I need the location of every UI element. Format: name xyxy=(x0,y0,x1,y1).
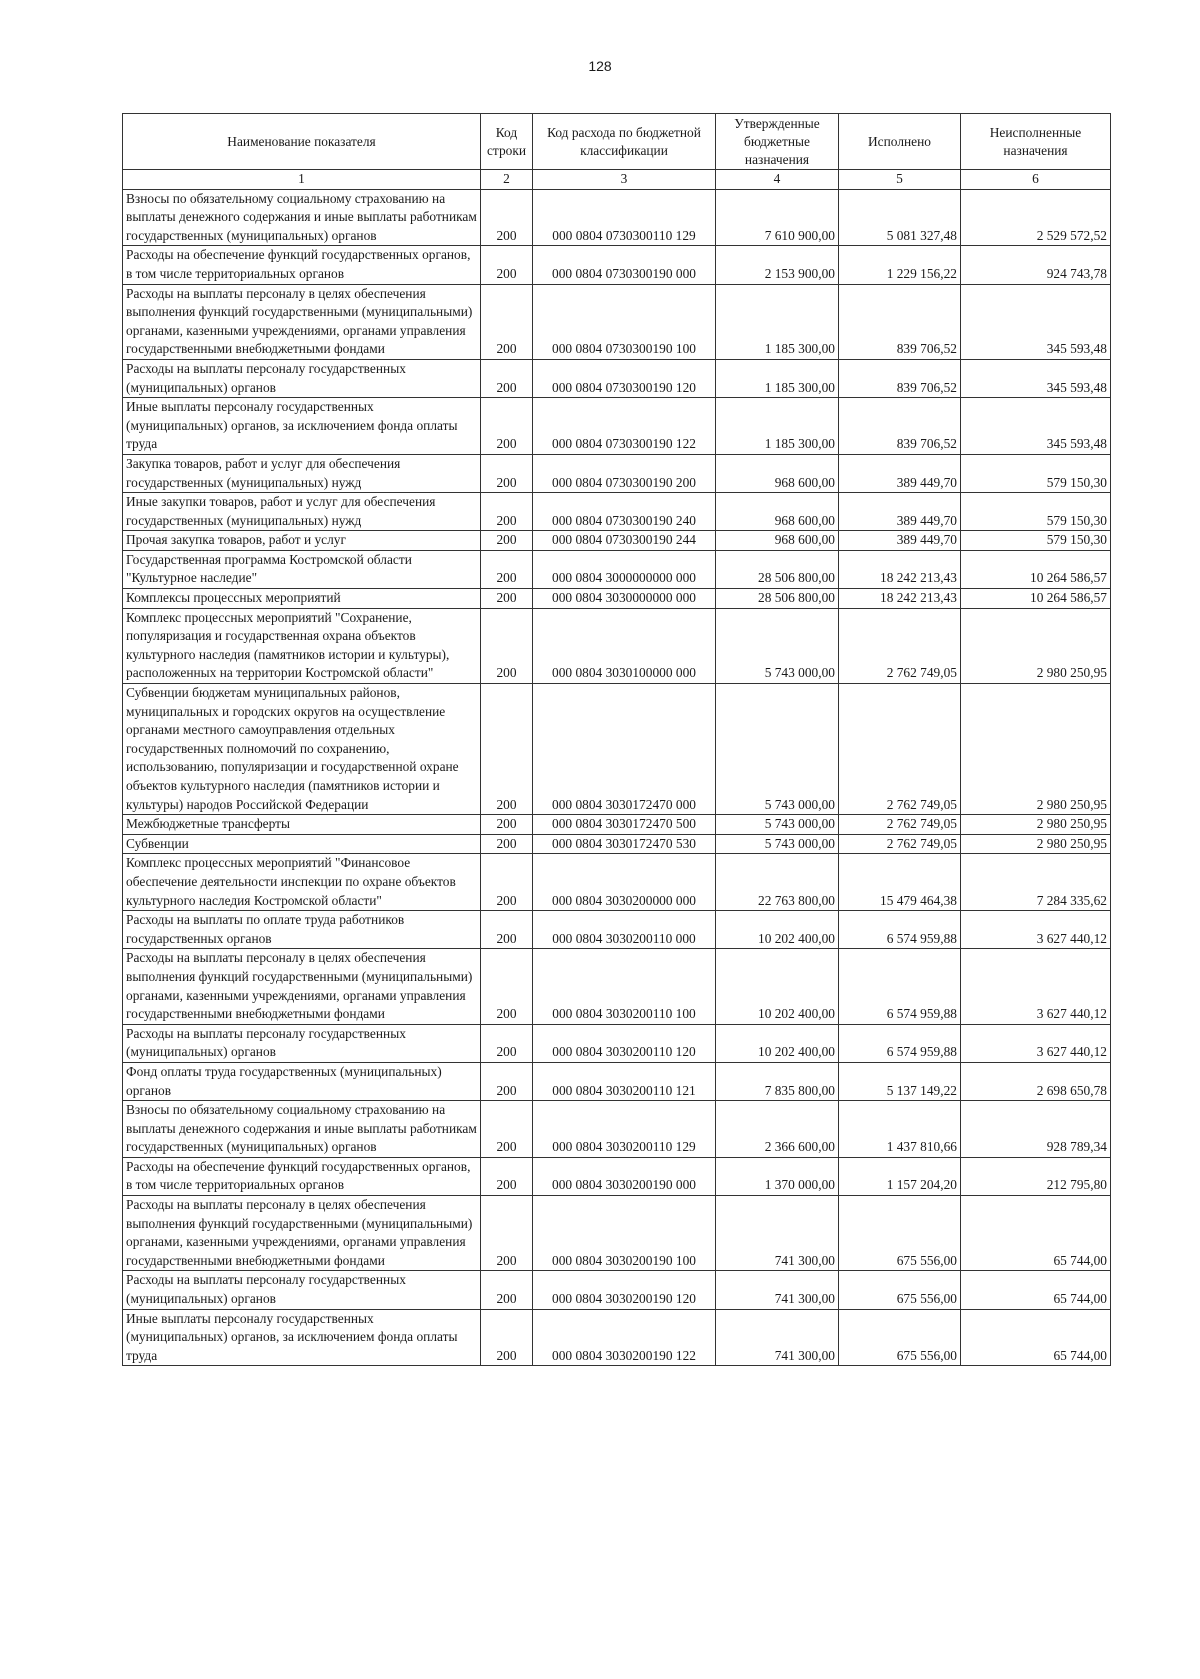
row-line-code: 200 xyxy=(481,1101,533,1158)
row-unexecuted-amount: 345 593,48 xyxy=(961,284,1111,359)
row-unexecuted-amount: 10 264 586,57 xyxy=(961,550,1111,588)
row-line-code: 200 xyxy=(481,834,533,854)
row-approved-amount: 5 743 000,00 xyxy=(716,834,839,854)
row-unexecuted-amount: 579 150,30 xyxy=(961,493,1111,531)
row-unexecuted-amount: 2 529 572,52 xyxy=(961,189,1111,246)
row-budget-code: 000 0804 3030172470 500 xyxy=(533,815,716,835)
row-unexecuted-amount: 345 593,48 xyxy=(961,398,1111,455)
row-budget-code: 000 0804 3030100000 000 xyxy=(533,608,716,683)
row-budget-code: 000 0804 0730300190 122 xyxy=(533,398,716,455)
row-approved-amount: 2 153 900,00 xyxy=(716,246,839,284)
row-name: Расходы на выплаты по оплате труда работников государственных органов xyxy=(123,911,481,949)
row-unexecuted-amount: 3 627 440,12 xyxy=(961,949,1111,1024)
row-budget-code: 000 0804 0730300110 129 xyxy=(533,189,716,246)
row-approved-amount: 1 185 300,00 xyxy=(716,284,839,359)
row-name: Взносы по обязательному социальному страхованию на выплаты денежного содержания и иные выплаты работникам государственных (муниципальных) органов xyxy=(123,1101,481,1158)
row-executed-amount: 389 449,70 xyxy=(839,531,961,551)
row-unexecuted-amount: 65 744,00 xyxy=(961,1196,1111,1271)
row-approved-amount: 741 300,00 xyxy=(716,1309,839,1366)
row-line-code: 200 xyxy=(481,550,533,588)
row-name: Расходы на выплаты персоналу в целях обеспечения выполнения функций государственными (муниципальными) органами, казенными учреждениями, органами управления государственными внебюджетными фондами xyxy=(123,284,481,359)
row-name: Расходы на выплаты персоналу в целях обеспечения выполнения функций государственными (муниципальными) органами, казенными учреждениями, органами управления государственными внебюджетными фондами xyxy=(123,1196,481,1271)
row-approved-amount: 968 600,00 xyxy=(716,454,839,492)
row-name: Взносы по обязательному социальному страхованию на выплаты денежного содержания и иные выплаты работникам государственных (муниципальных) органов xyxy=(123,189,481,246)
table-row xyxy=(123,1309,1111,1366)
row-line-code: 200 xyxy=(481,284,533,359)
row-executed-amount: 1 229 156,22 xyxy=(839,246,961,284)
row-line-code: 200 xyxy=(481,1271,533,1309)
table-row xyxy=(123,834,1111,854)
table-row xyxy=(123,1196,1111,1271)
row-budget-code: 000 0804 0730300190 200 xyxy=(533,454,716,492)
row-executed-amount: 675 556,00 xyxy=(839,1196,961,1271)
row-executed-amount: 18 242 213,43 xyxy=(839,589,961,609)
table-row xyxy=(123,911,1111,949)
header-approved: Утвержденные бюджетные назначения xyxy=(716,114,839,170)
row-unexecuted-amount: 3 627 440,12 xyxy=(961,911,1111,949)
column-number: 1 xyxy=(123,170,481,190)
header-indicator-name: Наименование показателя xyxy=(123,114,481,170)
column-number: 2 xyxy=(481,170,533,190)
header-line-code: Код строки xyxy=(481,114,533,170)
row-approved-amount: 1 370 000,00 xyxy=(716,1157,839,1195)
table-row xyxy=(123,589,1111,609)
row-executed-amount: 6 574 959,88 xyxy=(839,949,961,1024)
row-approved-amount: 7 610 900,00 xyxy=(716,189,839,246)
row-executed-amount: 5 081 327,48 xyxy=(839,189,961,246)
row-unexecuted-amount: 928 789,34 xyxy=(961,1101,1111,1158)
table-row xyxy=(123,189,1111,246)
row-executed-amount: 18 242 213,43 xyxy=(839,550,961,588)
row-line-code: 200 xyxy=(481,398,533,455)
row-line-code: 200 xyxy=(481,359,533,397)
row-name: Межбюджетные трансферты xyxy=(123,815,481,835)
row-approved-amount: 2 366 600,00 xyxy=(716,1101,839,1158)
row-line-code: 200 xyxy=(481,1024,533,1062)
row-executed-amount: 2 762 749,05 xyxy=(839,684,961,815)
row-line-code: 200 xyxy=(481,815,533,835)
row-executed-amount: 5 137 149,22 xyxy=(839,1062,961,1100)
row-budget-code: 000 0804 3030200190 120 xyxy=(533,1271,716,1309)
row-name: Фонд оплаты труда государственных (муниципальных) органов xyxy=(123,1062,481,1100)
table-row xyxy=(123,1024,1111,1062)
row-line-code: 200 xyxy=(481,246,533,284)
row-line-code: 200 xyxy=(481,493,533,531)
row-executed-amount: 675 556,00 xyxy=(839,1309,961,1366)
row-budget-code: 000 0804 3030200190 100 xyxy=(533,1196,716,1271)
table-row xyxy=(123,854,1111,911)
row-unexecuted-amount: 2 980 250,95 xyxy=(961,608,1111,683)
budget-execution-table xyxy=(122,113,1111,1366)
row-executed-amount: 6 574 959,88 xyxy=(839,911,961,949)
row-name: Комплексы процессных мероприятий xyxy=(123,589,481,609)
row-name: Расходы на выплаты персоналу государственных (муниципальных) органов xyxy=(123,1024,481,1062)
row-budget-code: 000 0804 3000000000 000 xyxy=(533,550,716,588)
table-row xyxy=(123,359,1111,397)
table-row xyxy=(123,949,1111,1024)
row-approved-amount: 7 835 800,00 xyxy=(716,1062,839,1100)
row-executed-amount: 1 437 810,66 xyxy=(839,1101,961,1158)
row-budget-code: 000 0804 3030172470 530 xyxy=(533,834,716,854)
row-executed-amount: 1 157 204,20 xyxy=(839,1157,961,1195)
row-line-code: 200 xyxy=(481,949,533,1024)
row-approved-amount: 1 185 300,00 xyxy=(716,359,839,397)
row-unexecuted-amount: 212 795,80 xyxy=(961,1157,1111,1195)
row-executed-amount: 2 762 749,05 xyxy=(839,834,961,854)
row-name: Комплекс процессных мероприятий "Сохранение, популяризация и государственная охрана объектов культурного наследия (памятников истории и культуры), расположенных на территории Костромской области" xyxy=(123,608,481,683)
row-approved-amount: 741 300,00 xyxy=(716,1196,839,1271)
row-budget-code: 000 0804 0730300190 000 xyxy=(533,246,716,284)
row-name: Расходы на обеспечение функций государственных органов, в том числе территориальных органов xyxy=(123,1157,481,1195)
row-executed-amount: 2 762 749,05 xyxy=(839,608,961,683)
header-executed: Исполнено xyxy=(839,114,961,170)
row-line-code: 200 xyxy=(481,684,533,815)
row-name: Иные закупки товаров, работ и услуг для обеспечения государственных (муниципальных) нужд xyxy=(123,493,481,531)
row-line-code: 200 xyxy=(481,454,533,492)
row-executed-amount: 15 479 464,38 xyxy=(839,854,961,911)
table-header-row xyxy=(123,114,1111,170)
column-number-row xyxy=(123,170,1111,190)
row-approved-amount: 968 600,00 xyxy=(716,531,839,551)
row-name: Субвенции xyxy=(123,834,481,854)
row-name: Комплекс процессных мероприятий "Финансовое обеспечение деятельности инспекции по охране объектов культурного наследия Костромской области" xyxy=(123,854,481,911)
row-executed-amount: 839 706,52 xyxy=(839,284,961,359)
row-approved-amount: 22 763 800,00 xyxy=(716,854,839,911)
row-line-code: 200 xyxy=(481,531,533,551)
page-number: 128 xyxy=(588,58,612,74)
row-unexecuted-amount: 2 980 250,95 xyxy=(961,834,1111,854)
row-budget-code: 000 0804 3030200190 000 xyxy=(533,1157,716,1195)
row-name: Закупка товаров, работ и услуг для обеспечения государственных (муниципальных) нужд xyxy=(123,454,481,492)
row-unexecuted-amount: 2 980 250,95 xyxy=(961,684,1111,815)
table-row xyxy=(123,1157,1111,1195)
row-name: Расходы на обеспечение функций государственных органов, в том числе территориальных органов xyxy=(123,246,481,284)
table-row xyxy=(123,531,1111,551)
row-executed-amount: 389 449,70 xyxy=(839,454,961,492)
row-line-code: 200 xyxy=(481,854,533,911)
row-budget-code: 000 0804 3030172470 000 xyxy=(533,684,716,815)
column-number: 3 xyxy=(533,170,716,190)
row-budget-code: 000 0804 3030200110 000 xyxy=(533,911,716,949)
row-executed-amount: 839 706,52 xyxy=(839,359,961,397)
row-budget-code: 000 0804 3030200110 129 xyxy=(533,1101,716,1158)
row-line-code: 200 xyxy=(481,911,533,949)
row-line-code: 200 xyxy=(481,1309,533,1366)
row-approved-amount: 10 202 400,00 xyxy=(716,1024,839,1062)
row-name: Иные выплаты персоналу государственных (муниципальных) органов, за исключением фонда оплаты труда xyxy=(123,1309,481,1366)
row-line-code: 200 xyxy=(481,608,533,683)
column-number: 6 xyxy=(961,170,1111,190)
row-budget-code: 000 0804 3030200110 121 xyxy=(533,1062,716,1100)
row-name: Прочая закупка товаров, работ и услуг xyxy=(123,531,481,551)
row-unexecuted-amount: 10 264 586,57 xyxy=(961,589,1111,609)
row-unexecuted-amount: 2 698 650,78 xyxy=(961,1062,1111,1100)
table-row xyxy=(123,493,1111,531)
column-number: 4 xyxy=(716,170,839,190)
row-line-code: 200 xyxy=(481,1196,533,1271)
table-row xyxy=(123,550,1111,588)
row-approved-amount: 5 743 000,00 xyxy=(716,815,839,835)
table-row xyxy=(123,246,1111,284)
row-approved-amount: 5 743 000,00 xyxy=(716,684,839,815)
row-budget-code: 000 0804 3030200110 120 xyxy=(533,1024,716,1062)
row-approved-amount: 741 300,00 xyxy=(716,1271,839,1309)
table-row xyxy=(123,398,1111,455)
row-budget-code: 000 0804 0730300190 100 xyxy=(533,284,716,359)
row-budget-code: 000 0804 3030000000 000 xyxy=(533,589,716,609)
row-budget-code: 000 0804 0730300190 240 xyxy=(533,493,716,531)
row-line-code: 200 xyxy=(481,589,533,609)
row-line-code: 200 xyxy=(481,189,533,246)
row-executed-amount: 6 574 959,88 xyxy=(839,1024,961,1062)
row-unexecuted-amount: 345 593,48 xyxy=(961,359,1111,397)
row-unexecuted-amount: 7 284 335,62 xyxy=(961,854,1111,911)
row-unexecuted-amount: 579 150,30 xyxy=(961,454,1111,492)
row-unexecuted-amount: 2 980 250,95 xyxy=(961,815,1111,835)
row-name: Иные выплаты персоналу государственных (муниципальных) органов, за исключением фонда оплаты труда xyxy=(123,398,481,455)
row-approved-amount: 968 600,00 xyxy=(716,493,839,531)
row-executed-amount: 389 449,70 xyxy=(839,493,961,531)
table-row xyxy=(123,284,1111,359)
table-row xyxy=(123,454,1111,492)
row-unexecuted-amount: 579 150,30 xyxy=(961,531,1111,551)
header-unexecuted: Неисполненные назначения xyxy=(961,114,1111,170)
row-name: Субвенции бюджетам муниципальных районов, муниципальных и городских округов на осуществление органами местного самоуправления отдельных государственных полномочий по сохранению, использованию, популяризации и государственной охране объектов культурного наследия (памятников истории и культуры) народов Российской Федерации xyxy=(123,684,481,815)
table-row xyxy=(123,608,1111,683)
row-approved-amount: 10 202 400,00 xyxy=(716,911,839,949)
row-approved-amount: 5 743 000,00 xyxy=(716,608,839,683)
row-line-code: 200 xyxy=(481,1157,533,1195)
table-row xyxy=(123,1101,1111,1158)
table-row xyxy=(123,815,1111,835)
row-approved-amount: 28 506 800,00 xyxy=(716,550,839,588)
row-approved-amount: 10 202 400,00 xyxy=(716,949,839,1024)
row-line-code: 200 xyxy=(481,1062,533,1100)
row-unexecuted-amount: 65 744,00 xyxy=(961,1309,1111,1366)
table-row xyxy=(123,684,1111,815)
row-budget-code: 000 0804 3030200110 100 xyxy=(533,949,716,1024)
row-name: Расходы на выплаты персоналу государственных (муниципальных) органов xyxy=(123,359,481,397)
row-budget-code: 000 0804 3030200190 122 xyxy=(533,1309,716,1366)
row-approved-amount: 28 506 800,00 xyxy=(716,589,839,609)
row-executed-amount: 839 706,52 xyxy=(839,398,961,455)
row-executed-amount: 675 556,00 xyxy=(839,1271,961,1309)
row-unexecuted-amount: 65 744,00 xyxy=(961,1271,1111,1309)
row-name: Расходы на выплаты персоналу государственных (муниципальных) органов xyxy=(123,1271,481,1309)
row-unexecuted-amount: 3 627 440,12 xyxy=(961,1024,1111,1062)
header-budget-code: Код расхода по бюджетной классификации xyxy=(533,114,716,170)
column-number: 5 xyxy=(839,170,961,190)
row-executed-amount: 2 762 749,05 xyxy=(839,815,961,835)
row-budget-code: 000 0804 0730300190 120 xyxy=(533,359,716,397)
row-name: Расходы на выплаты персоналу в целях обеспечения выполнения функций государственными (муниципальными) органами, казенными учреждениями, органами управления государственными внебюджетными фондами xyxy=(123,949,481,1024)
row-budget-code: 000 0804 0730300190 244 xyxy=(533,531,716,551)
row-budget-code: 000 0804 3030200000 000 xyxy=(533,854,716,911)
table-row xyxy=(123,1271,1111,1309)
row-unexecuted-amount: 924 743,78 xyxy=(961,246,1111,284)
table-row xyxy=(123,1062,1111,1100)
row-approved-amount: 1 185 300,00 xyxy=(716,398,839,455)
row-name: Государственная программа Костромской области "Культурное наследие" xyxy=(123,550,481,588)
